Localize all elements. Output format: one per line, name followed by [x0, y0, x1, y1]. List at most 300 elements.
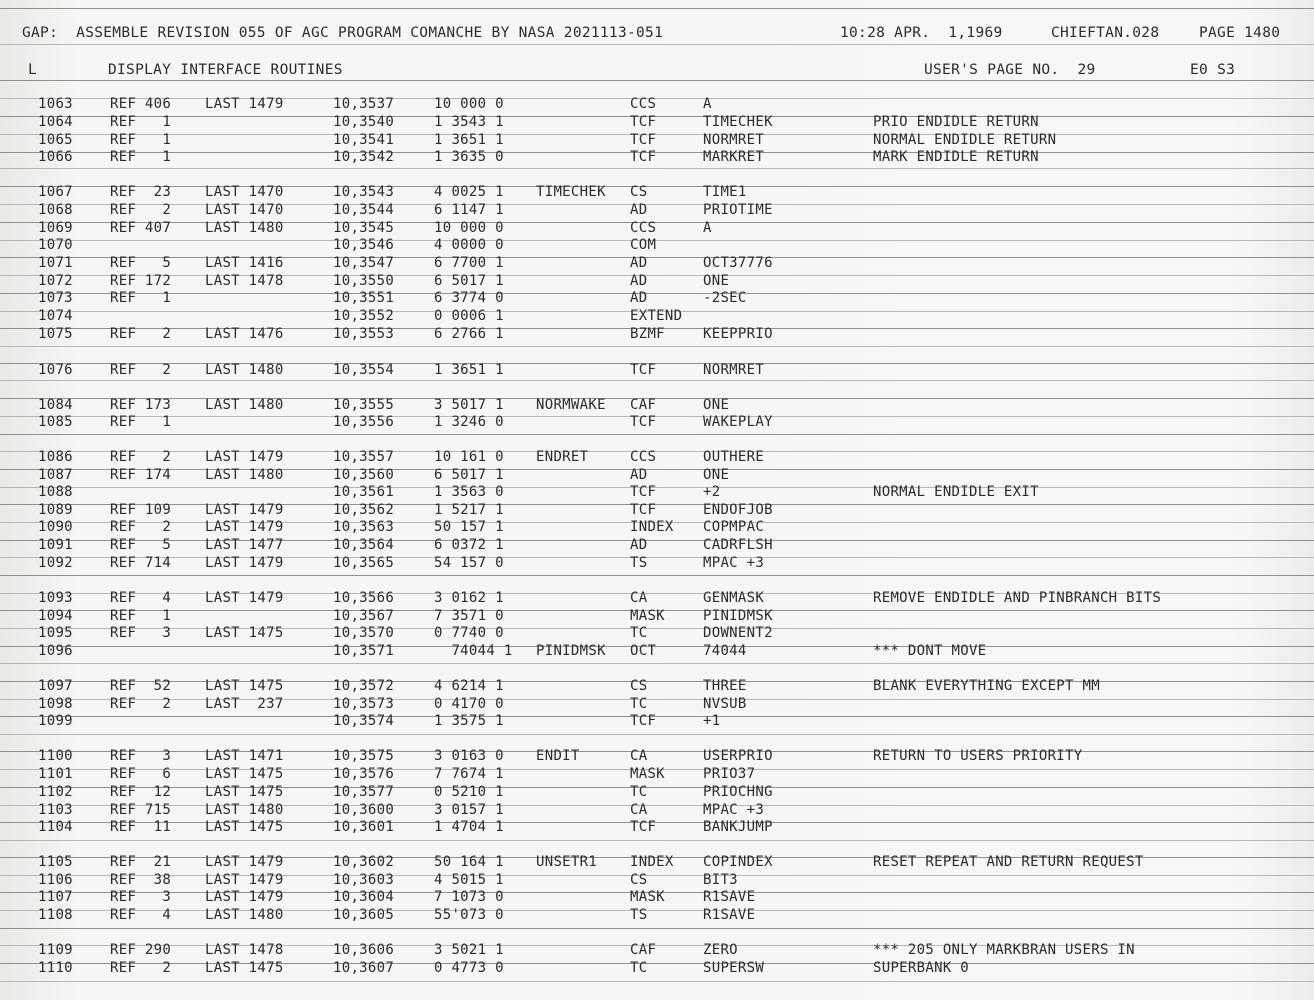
row-op: AD: [630, 467, 648, 483]
row-op: TC: [630, 960, 648, 976]
row-addr: 10,3553: [333, 326, 395, 342]
row-operand: ONE: [703, 273, 730, 289]
row-code: 7 1073 0: [434, 889, 504, 905]
row-n: 1105: [38, 854, 73, 870]
row-op: AD: [630, 537, 648, 553]
row-ref: REF 52: [110, 678, 172, 694]
row-operand: MARKRET: [703, 149, 765, 165]
row-op: OCT: [630, 643, 657, 659]
row-last: LAST 1475: [205, 960, 284, 976]
row-op: TCF: [630, 713, 657, 729]
row-code: 55'073 0: [434, 907, 504, 923]
row-last: LAST 1470: [205, 184, 284, 200]
ruled-line: [0, 116, 1314, 117]
row-op: TCF: [630, 132, 657, 148]
ruled-line: [0, 240, 1314, 241]
row-addr: 10,3540: [333, 114, 395, 130]
row-last: LAST 1479: [205, 449, 284, 465]
row-op: MASK: [630, 608, 665, 624]
row-code: 74044 1: [434, 643, 513, 659]
row-ref: REF 4: [110, 590, 172, 606]
ruled-line: [0, 434, 1314, 435]
row-comment: MARK ENDIDLE RETURN: [873, 149, 1039, 165]
row-addr: 10,3604: [333, 889, 395, 905]
ruled-line: [0, 981, 1314, 982]
ruled-line: [0, 646, 1314, 647]
row-comment: *** 205 ONLY MARKBRAN USERS IN: [873, 942, 1135, 958]
row-code: 1 3635 0: [434, 149, 504, 165]
row-op: INDEX: [630, 854, 674, 870]
row-addr: 10,3564: [333, 537, 395, 553]
row-addr: 10,3552: [333, 308, 395, 324]
row-op: TS: [630, 907, 648, 923]
row-ref: REF 4: [110, 907, 172, 923]
ruled-line: [0, 840, 1314, 841]
header-job: CHIEFTAN.028: [1051, 25, 1160, 41]
row-n: 1075: [38, 326, 73, 342]
ruled-line: [0, 469, 1314, 470]
row-operand: PRIOTIME: [703, 202, 773, 218]
header-line: [0, 24, 1281, 42]
ruled-line: [0, 822, 1314, 823]
row-operand: NORMRET: [703, 362, 765, 378]
row-code: 4 5015 1: [434, 872, 504, 888]
row-code: 50 157 1: [434, 519, 504, 535]
row-n: 1072: [38, 273, 73, 289]
row-code: 50 164 1: [434, 854, 504, 870]
row-ref: REF 5: [110, 255, 172, 271]
row-last: LAST 1479: [205, 502, 284, 518]
row-code: 10 000 0: [434, 220, 504, 236]
ruled-line: [0, 487, 1314, 488]
row-n: 1067: [38, 184, 73, 200]
eo-code: E0 S3: [1190, 62, 1236, 78]
ruled-line: [0, 557, 1314, 558]
row-n: 1095: [38, 625, 73, 641]
row-operand: MPAC +3: [703, 555, 765, 571]
row-addr: 10,3607: [333, 960, 395, 976]
row-n: 1093: [38, 590, 73, 606]
row-n: 1104: [38, 819, 73, 835]
row-ref: REF 5: [110, 537, 172, 553]
row-addr: 10,3567: [333, 608, 395, 624]
row-ref: REF 1: [110, 608, 172, 624]
ruled-line: [0, 363, 1314, 364]
ruled-line: [0, 716, 1314, 717]
row-op: CAF: [630, 942, 657, 958]
row-addr: 10,3537: [333, 96, 395, 112]
row-n: 1064: [38, 114, 73, 130]
ruled-line: [0, 540, 1314, 541]
row-op: CS: [630, 872, 648, 888]
row-last: LAST 1480: [205, 907, 284, 923]
row-addr: 10,3600: [333, 802, 395, 818]
row-n: 1070: [38, 237, 73, 253]
row-code: 3 0157 1: [434, 802, 504, 818]
row-last: LAST 237: [205, 696, 284, 712]
row-addr: 10,3554: [333, 362, 395, 378]
row-ref: REF 12: [110, 784, 172, 800]
ruled-line: [0, 293, 1314, 294]
row-comment: SUPERBANK 0: [873, 960, 970, 976]
row-code: 0 4773 0: [434, 960, 504, 976]
row-operand: THREE: [703, 678, 747, 694]
row-operand: R1SAVE: [703, 907, 756, 923]
row-code: 54 157 0: [434, 555, 504, 571]
row-op: CCS: [630, 96, 657, 112]
row-op: CS: [630, 678, 648, 694]
row-operand: TIMECHEK: [703, 114, 773, 130]
header-page: PAGE 1480: [1199, 25, 1281, 41]
row-addr: 10,3551: [333, 290, 395, 306]
row-last: LAST 1480: [205, 467, 284, 483]
row-label: UNSETR1: [536, 854, 598, 870]
row-ref: REF 1: [110, 290, 172, 306]
row-n: 1076: [38, 362, 73, 378]
ruled-line: [0, 805, 1314, 806]
row-n: 1099: [38, 713, 73, 729]
subheader-marker: L: [28, 62, 38, 78]
ruled-line: [0, 681, 1314, 682]
row-operand: BIT3: [703, 872, 738, 888]
row-n: 1069: [38, 220, 73, 236]
row-ref: REF 2: [110, 449, 172, 465]
ruled-line: [0, 380, 1314, 381]
row-operand: CADRFLSH: [703, 537, 773, 553]
row-label: TIMECHEK: [536, 184, 606, 200]
row-last: LAST 1480: [205, 220, 284, 236]
row-n: 1065: [38, 132, 73, 148]
ruled-line: [0, 134, 1314, 135]
row-ref: REF 1: [110, 132, 172, 148]
row-last: LAST 1480: [205, 397, 284, 413]
row-last: LAST 1475: [205, 784, 284, 800]
row-n: 1086: [38, 449, 73, 465]
row-addr: 10,3570: [333, 625, 395, 641]
row-ref: REF 174: [110, 467, 172, 483]
row-operand: SUPERSW: [703, 960, 765, 976]
row-operand: MPAC +3: [703, 802, 765, 818]
row-code: 6 2766 1: [434, 326, 504, 342]
ruled-line: [0, 504, 1314, 505]
ruled-line: [0, 346, 1314, 347]
row-addr: 10,3565: [333, 555, 395, 571]
row-operand: COPMPAC: [703, 519, 765, 535]
row-comment: NORMAL ENDIDLE EXIT: [873, 484, 1039, 500]
row-ref: REF 172: [110, 273, 172, 289]
row-addr: 10,3560: [333, 467, 395, 483]
row-n: 1092: [38, 555, 73, 571]
ruled-line: [0, 663, 1314, 664]
row-n: 1089: [38, 502, 73, 518]
row-n: 1097: [38, 678, 73, 694]
row-last: LAST 1479: [205, 590, 284, 606]
row-op: CS: [630, 184, 648, 200]
row-operand: OUTHERE: [703, 449, 765, 465]
row-code: 3 0163 0: [434, 748, 504, 764]
row-addr: 10,3555: [333, 397, 395, 413]
row-op: EXTEND: [630, 308, 683, 324]
row-label: ENDRET: [536, 449, 589, 465]
ruled-line: [0, 875, 1314, 876]
row-n: 1063: [38, 96, 73, 112]
row-operand: ONE: [703, 467, 730, 483]
row-addr: 10,3542: [333, 149, 395, 165]
row-addr: 10,3575: [333, 748, 395, 764]
row-code: 6 0372 1: [434, 537, 504, 553]
row-op: TS: [630, 555, 648, 571]
user-page-number: USER'S PAGE NO. 29: [924, 62, 1096, 78]
row-code: 1 4704 1: [434, 819, 504, 835]
ruled-line: [0, 168, 1314, 169]
row-addr: 10,3605: [333, 907, 395, 923]
row-addr: 10,3561: [333, 484, 395, 500]
row-last: LAST 1480: [205, 362, 284, 378]
row-ref: REF 109: [110, 502, 172, 518]
row-code: 6 5017 1: [434, 273, 504, 289]
row-ref: REF 173: [110, 397, 172, 413]
row-op: TCF: [630, 362, 657, 378]
row-n: 1087: [38, 467, 73, 483]
ruled-line: [0, 398, 1314, 399]
row-op: TCF: [630, 114, 657, 130]
row-label: ENDIT: [536, 748, 580, 764]
row-op: CA: [630, 748, 648, 764]
ruled-line: [0, 80, 1314, 81]
row-operand: +2: [703, 484, 721, 500]
row-n: 1107: [38, 889, 73, 905]
row-addr: 10,3556: [333, 414, 395, 430]
row-op: AD: [630, 202, 648, 218]
row-code: 1 3543 1: [434, 114, 504, 130]
row-n: 1090: [38, 519, 73, 535]
row-code: 10 000 0: [434, 96, 504, 112]
ruled-line: [0, 699, 1314, 700]
row-ref: REF 21: [110, 854, 172, 870]
row-code: 1 5217 1: [434, 502, 504, 518]
row-ref: REF 3: [110, 748, 172, 764]
row-n: 1066: [38, 149, 73, 165]
row-n: 1096: [38, 643, 73, 659]
header-time: 10:28 APR. 1,1969: [840, 25, 1003, 41]
ruled-line: [0, 98, 1314, 99]
ruled-line: [0, 451, 1314, 452]
row-addr: 10,3573: [333, 696, 395, 712]
row-n: 1109: [38, 942, 73, 958]
row-code: 6 7700 1: [434, 255, 504, 271]
row-addr: 10,3603: [333, 872, 395, 888]
row-last: LAST 1479: [205, 555, 284, 571]
row-n: 1108: [38, 907, 73, 923]
row-last: LAST 1479: [205, 854, 284, 870]
row-n: 1091: [38, 537, 73, 553]
row-op: TC: [630, 625, 648, 641]
row-addr: 10,3574: [333, 713, 395, 729]
row-code: 6 5017 1: [434, 467, 504, 483]
ruled-line: [0, 751, 1314, 752]
row-operand: NVSUB: [703, 696, 747, 712]
row-operand: A: [703, 96, 712, 112]
row-n: 1071: [38, 255, 73, 271]
row-code: 1 3651 1: [434, 132, 504, 148]
row-addr: 10,3571: [333, 643, 395, 659]
row-op: TCF: [630, 502, 657, 518]
row-op: COM: [630, 237, 657, 253]
row-operand: ZERO: [703, 942, 738, 958]
row-operand: TIME1: [703, 184, 747, 200]
row-code: 6 1147 1: [434, 202, 504, 218]
row-comment: *** DONT MOVE: [873, 643, 987, 659]
row-op: MASK: [630, 766, 665, 782]
row-last: LAST 1471: [205, 748, 284, 764]
row-operand: PRIO37: [703, 766, 756, 782]
row-operand: A: [703, 220, 712, 236]
ruled-line: [0, 575, 1314, 576]
row-addr: 10,3563: [333, 519, 395, 535]
row-addr: 10,3546: [333, 237, 395, 253]
row-ref: REF 714: [110, 555, 172, 571]
row-operand: USERPRIO: [703, 748, 773, 764]
row-ref: REF 1: [110, 114, 172, 130]
row-addr: 10,3547: [333, 255, 395, 271]
row-code: 1 3246 0: [434, 414, 504, 430]
row-ref: REF 1: [110, 414, 172, 430]
row-operand: ENDOFJOB: [703, 502, 773, 518]
row-ref: REF 11: [110, 819, 172, 835]
row-operand: KEEPPRIO: [703, 326, 773, 342]
row-n: 1074: [38, 308, 73, 324]
row-addr: 10,3541: [333, 132, 395, 148]
row-op: TC: [630, 696, 648, 712]
row-code: 1 3575 1: [434, 713, 504, 729]
row-op: CAF: [630, 397, 657, 413]
row-addr: 10,3566: [333, 590, 395, 606]
row-ref: REF 715: [110, 802, 172, 818]
row-n: 1098: [38, 696, 73, 712]
row-addr: 10,3606: [333, 942, 395, 958]
row-op: INDEX: [630, 519, 674, 535]
row-n: 1073: [38, 290, 73, 306]
row-operand: R1SAVE: [703, 889, 756, 905]
row-code: 0 0006 1: [434, 308, 504, 324]
row-label: PINIDMSK: [536, 643, 606, 659]
row-last: LAST 1476: [205, 326, 284, 342]
row-ref: REF 2: [110, 326, 172, 342]
row-operand: BANKJUMP: [703, 819, 773, 835]
row-addr: 10,3557: [333, 449, 395, 465]
row-op: CA: [630, 590, 648, 606]
row-last: LAST 1416: [205, 255, 284, 271]
ruled-line: [0, 910, 1314, 911]
row-n: 1085: [38, 414, 73, 430]
row-op: CCS: [630, 449, 657, 465]
row-code: 3 5021 1: [434, 942, 504, 958]
row-last: LAST 1475: [205, 678, 284, 694]
row-addr: 10,3602: [333, 854, 395, 870]
row-operand: -2SEC: [703, 290, 747, 306]
row-last: LAST 1479: [205, 96, 284, 112]
row-op: TC: [630, 784, 648, 800]
row-ref: REF 3: [110, 625, 172, 641]
row-last: LAST 1479: [205, 519, 284, 535]
row-operand: DOWNENT2: [703, 625, 773, 641]
row-ref: REF 3: [110, 889, 172, 905]
ruled-line: [0, 257, 1314, 258]
row-op: AD: [630, 290, 648, 306]
row-last: LAST 1475: [205, 766, 284, 782]
row-op: BZMF: [630, 326, 665, 342]
row-code: 0 7740 0: [434, 625, 504, 641]
row-operand: PINIDMSK: [703, 608, 773, 624]
row-code: 7 7674 1: [434, 766, 504, 782]
row-label: NORMWAKE: [536, 397, 606, 413]
section-title: DISPLAY INTERFACE ROUTINES: [108, 62, 343, 78]
row-ref: REF 2: [110, 362, 172, 378]
ruled-line: [0, 204, 1314, 205]
row-last: LAST 1475: [205, 819, 284, 835]
row-addr: 10,3576: [333, 766, 395, 782]
row-last: LAST 1470: [205, 202, 284, 218]
header-title: GAP: ASSEMBLE REVISION 055 OF AGC PROGRAM COMANCHE BY NASA 2021113-051: [22, 25, 664, 41]
row-code: 1 3563 0: [434, 484, 504, 500]
row-n: 1101: [38, 766, 73, 782]
row-code: 3 0162 1: [434, 590, 504, 606]
row-op: TCF: [630, 484, 657, 500]
row-op: TCF: [630, 414, 657, 430]
row-ref: REF 290: [110, 942, 172, 958]
row-last: LAST 1479: [205, 872, 284, 888]
ruled-line: [0, 416, 1314, 417]
row-ref: REF 1: [110, 149, 172, 165]
row-addr: 10,3545: [333, 220, 395, 236]
row-code: 3 5017 1: [434, 397, 504, 413]
row-n: 1102: [38, 784, 73, 800]
row-addr: 10,3577: [333, 784, 395, 800]
row-addr: 10,3544: [333, 202, 395, 218]
row-n: 1084: [38, 397, 73, 413]
row-operand: 74044: [703, 643, 747, 659]
row-op: AD: [630, 273, 648, 289]
row-code: 10 161 0: [434, 449, 504, 465]
row-comment: NORMAL ENDIDLE RETURN: [873, 132, 1057, 148]
row-ref: REF 2: [110, 960, 172, 976]
row-op: CA: [630, 802, 648, 818]
row-addr: 10,3572: [333, 678, 395, 694]
row-last: LAST 1478: [205, 942, 284, 958]
row-comment: RETURN TO USERS PRIORITY: [873, 748, 1083, 764]
row-code: 4 0025 1: [434, 184, 504, 200]
row-operand: PRIOCHNG: [703, 784, 773, 800]
subheader-line: [0, 61, 1236, 79]
row-code: 1 3651 1: [434, 362, 504, 378]
row-operand: GENMASK: [703, 590, 765, 606]
row-n: 1110: [38, 960, 73, 976]
row-last: LAST 1478: [205, 273, 284, 289]
row-n: 1088: [38, 484, 73, 500]
ruled-line: [0, 963, 1314, 964]
row-ref: REF 38: [110, 872, 172, 888]
row-addr: 10,3601: [333, 819, 395, 835]
ruled-line: [0, 628, 1314, 629]
row-code: 0 5210 1: [434, 784, 504, 800]
row-ref: REF 2: [110, 202, 172, 218]
row-op: TCF: [630, 819, 657, 835]
row-op: MASK: [630, 889, 665, 905]
row-n: 1103: [38, 802, 73, 818]
ruled-line: [0, 787, 1314, 788]
row-ref: REF 2: [110, 519, 172, 535]
row-operand: +1: [703, 713, 721, 729]
